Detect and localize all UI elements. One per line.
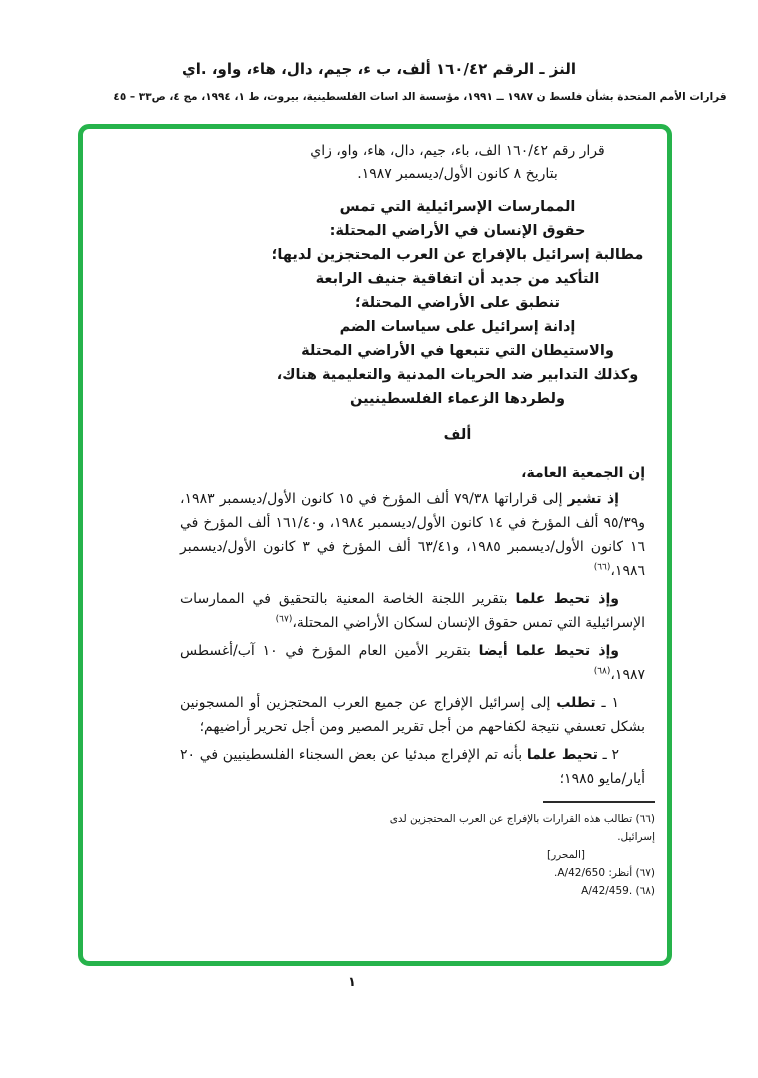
resolution-box	[78, 124, 672, 966]
resolution-title	[270, 195, 645, 411]
title-line: مطالبة إسرائيل بالإفراج عن العرب المحتجزين لديها؛	[271, 247, 644, 263]
paragraph: وإذ تحيط علما أيضا بتقرير الأمين العام المؤرخ في ١٠ آب/أغسطس ١٩٨٧،$^{(٦٨)}$	[180, 643, 645, 683]
title-line: إدانة إسرائيل على سياسات الضم	[339, 319, 576, 335]
footnote-66-editor: [المحرر]	[546, 849, 585, 861]
paragraph: ١ ـ تطلب إلى إسرائيل الإفراج عن جميع العرب المحتجزين أو المسجونين بشكل تعسفي نتيجة لكفاحهم من أجل تقرير المصير ومن أجل تحرير أراضيهم؛	[180, 695, 645, 735]
page-number: ١	[348, 975, 356, 990]
title-line: ولطردها الزعماء الفلسطينيين	[350, 391, 565, 407]
section-heading-alef: ألف	[443, 427, 472, 443]
citation-line-2: قرارات الأمم المتحدة بشأن فلسط ن ١٩٨٧ ــ ١٩٩١، مؤسسة الد اسات الفلسطينية، بيروت، ط ١، ١٩٩٤، مج ٤، ص٣٣ – ٤٥	[113, 91, 727, 103]
title-line: تنطبق على الأراضي المحتلة؛	[355, 295, 560, 311]
title-line: وكذلك التدابير ضد الحريات المدنية والتعليمية هناك،	[276, 367, 639, 383]
resolution-content	[83, 129, 667, 961]
footnote-68: (٦٨) A/42/459.‎	[581, 885, 655, 897]
citation-line-1: النز ـ الرقم ١٦٠/٤٢ ألف، ب ء، جيم، دال، هاء، واو، .اي	[182, 60, 576, 78]
paragraph: ٢ ـ تحيط علما بأنه تم الإفراج مبدئيا عن بعض السجناء الفلسطينيين في ٢٠ أيار/مايو ١٩٨٥؛	[180, 747, 645, 787]
resolution-intro	[270, 140, 645, 186]
intro-line: بتاريخ ٨ كانون الأول/ديسمبر ١٩٨٧.	[357, 166, 558, 182]
footnote-separator	[543, 801, 655, 803]
preamble-opening: إن الجمعية العامة،	[521, 465, 645, 481]
intro-line: قرار رقم ١٦٠/٤٢ الف، باء، جيم، دال، هاء، واو، زاي	[310, 143, 605, 159]
resolution-paragraphs	[180, 487, 645, 791]
footnotes	[383, 801, 655, 900]
title-line: حقوق الإنسان في الأراضي المحتلة:	[329, 223, 586, 239]
paragraph: وإذ تحيط علما بتقرير اللجنة الخاصة المعنية بالتحقيق في الممارسات الإسرائيلية التي تمس حقوق الإنسان لسكان الأراضي المحتلة،$^{(٦٧)}$	[180, 591, 645, 631]
footnote-67: (٦٧) أنظر: A/42/650.	[554, 867, 655, 879]
title-line: والاستيطان التي تتبعها في الأراضي المحتلة	[301, 343, 614, 359]
footnote-66: (٦٦) تطالب هذه القرارات بالإفراج عن العرب المحتجزين لدى إسرائيل.	[389, 813, 655, 843]
title-line: الممارسات الإسرائيلية التي تمس	[339, 199, 576, 215]
paragraph: إذ تشير إلى قراراتها ٧٩/٣٨ ألف المؤرخ في ١٥ كانون الأول/ديسمبر ١٩٨٣، و٩٥/٣٩ ألف المؤرخ في ١٤ كانون الأول/ديسمبر ١٩٨٤، و١٦١/٤٠ ألف المؤرخ في ١٦ كانون الأول/ديسمبر ١٩٨٥، و٦٣/٤١ ألف المؤرخ في ٣ كانون الأول/ديسمبر ١٩٨٦،$^{(٦٦)}$	[180, 491, 645, 579]
title-line: التأكيد من جديد أن اتفاقية جنيف الرابعة	[315, 271, 600, 287]
